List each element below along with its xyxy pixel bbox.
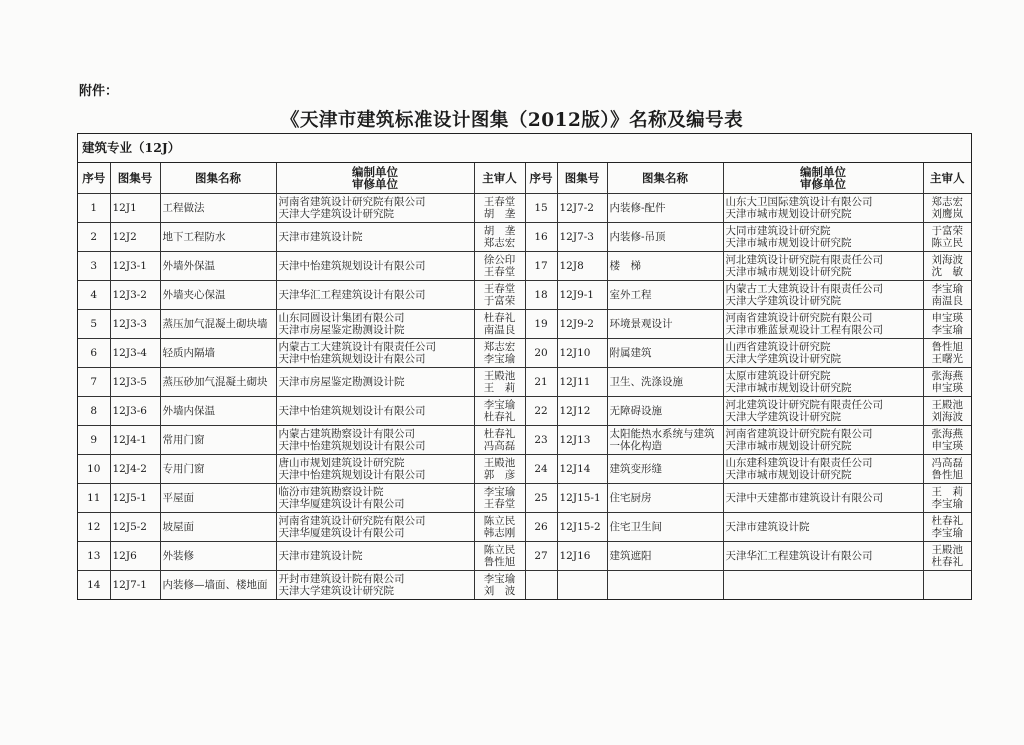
cell-editor [474,426,525,455]
cell-unit [723,368,923,397]
header-seq: 序号 [78,163,110,194]
cell-seq: 15 [525,194,557,223]
editor-2: 杜春礼 [483,411,516,423]
cell-name: 住宅卫生间 [607,513,723,542]
attachment-label: 附件： [79,84,119,99]
cell-seq: 22 [525,397,557,426]
cell-unit [723,281,923,310]
cell-seq: 26 [525,513,557,542]
header-code: 图集号 [110,163,160,194]
unit-compiler: 天津中怡建筑规划设计有限公司 [278,260,426,272]
cell-seq: 7 [78,368,110,397]
editor-2: 胡 垄 [483,208,516,220]
editor-2: 刘海波 [931,411,963,423]
cell-editor [474,310,525,339]
unit-compiler: 河南省建筑设计研究院有限公司 [278,196,426,208]
header-unit-line1: 编制单位 [352,165,398,179]
cell-code: 12J3-2 [110,281,160,310]
cell-seq: 9 [78,426,110,455]
cell-editor [474,368,525,397]
cell-code [557,571,607,600]
unit-reviewer: 天津大学建筑设计研究院 [725,295,841,307]
cell-name: 工程做法 [160,194,276,223]
table-row [78,368,971,397]
unit-compiler: 临汾市建筑勘察设计院 [278,486,384,498]
table-row [78,397,971,426]
unit-reviewer: 天津市城市规划设计研究院 [725,382,852,394]
cell-unit [276,223,474,252]
cell-unit [723,484,923,513]
cell-seq: 19 [525,310,557,339]
editor-1: 张海燕 [931,370,963,382]
editor-1: 郑志宏 [483,341,516,353]
cell-unit [723,252,923,281]
cell-seq: 18 [525,281,557,310]
cell-seq: 13 [78,542,110,571]
cell-editor [474,194,525,223]
unit-compiler: 河南省建筑设计研究院有限公司 [725,312,873,324]
table-row [78,223,971,252]
unit-compiler: 山东大卫国际建筑设计有限公司 [725,196,873,208]
section-heading: 建筑专业（12J） [78,134,971,163]
cell-editor [923,542,971,571]
cell-seq: 21 [525,368,557,397]
catalog-sheet [77,133,972,600]
editor-1: 申宝瑛 [931,312,963,324]
cell-unit [276,542,474,571]
cell-code: 12J12 [557,397,607,426]
cell-name: 外装修 [160,542,276,571]
header-seq: 序号 [525,163,557,194]
cell-editor [923,339,971,368]
editor-2: 李宝瑜 [931,527,963,539]
editor-2: 南温良 [483,324,516,336]
editor-1: 李宝瑜 [483,486,516,498]
unit-compiler: 天津华汇工程建筑设计有限公司 [278,289,426,301]
cell-seq: 4 [78,281,110,310]
editor-2: 王春堂 [483,498,516,510]
unit-reviewer: 天津大学建筑设计研究院 [725,411,841,423]
editor-2: 申宝瑛 [931,440,963,452]
cell-unit [276,484,474,513]
table-row [78,339,971,368]
cell-name: 内装修-配件 [607,194,723,223]
editor-2: 李宝瑜 [483,353,516,365]
cell-seq: 25 [525,484,557,513]
cell-code: 12J11 [557,368,607,397]
editor-1: 陈立民 [483,544,516,556]
cell-name: 太阳能热水系统与建筑一体化构造 [607,426,723,455]
cell-code: 12J7-2 [557,194,607,223]
unit-reviewer: 天津中怡建筑规划设计有限公司 [278,353,426,365]
editor-1: 李宝瑜 [483,399,516,411]
cell-code: 12J5-2 [110,513,160,542]
editor-2: 冯高磊 [483,440,516,452]
cell-editor [923,484,971,513]
editor-2: 陈立民 [931,237,963,249]
editor-2: 申宝瑛 [931,382,963,394]
cell-name: 无障碍设施 [607,397,723,426]
table-row [78,252,971,281]
cell-editor [923,397,971,426]
cell-seq: 6 [78,339,110,368]
unit-compiler: 内蒙古工大建筑设计有限责任公司 [278,341,436,353]
editor-2: 刘鹰岚 [931,208,963,220]
editor-1: 王 莉 [931,486,963,498]
header-unit [276,163,474,194]
unit-reviewer: 天津大学建筑设计研究院 [278,585,394,597]
cell-unit [723,513,923,542]
cell-unit [723,223,923,252]
unit-compiler: 山东同圆设计集团有限公司 [278,312,405,324]
cell-code: 12J1 [110,194,160,223]
cell-code: 12J3-3 [110,310,160,339]
header-code: 图集号 [557,163,607,194]
cell-seq: 20 [525,339,557,368]
cell-editor [923,223,971,252]
cell-editor [923,571,971,600]
cell-seq: 23 [525,426,557,455]
header-unit [723,163,923,194]
unit-compiler: 河南省建筑设计研究院有限公司 [278,515,426,527]
cell-unit [276,426,474,455]
cell-unit [723,571,923,600]
table-row [78,194,971,223]
editor-2: 王曙光 [931,353,963,365]
editor-1: 王春堂 [483,283,516,295]
document-title: 《天津市建筑标准设计图集（2012版）》名称及编号表 [280,110,744,131]
cell-name: 地下工程防水 [160,223,276,252]
cell-editor [923,252,971,281]
cell-name: 蒸压加气混凝土砌块墙 [160,310,276,339]
cell-code: 12J9-2 [557,310,607,339]
unit-reviewer: 天津华厦建筑设计有限公司 [278,527,405,539]
editor-2: 李宝瑜 [931,498,963,510]
header-editor: 主审人 [923,163,971,194]
cell-name: 常用门窗 [160,426,276,455]
cell-editor [923,310,971,339]
editor-1: 王春堂 [483,196,516,208]
cell-code: 12J3-1 [110,252,160,281]
cell-code: 12J14 [557,455,607,484]
editor-1: 王殿池 [931,399,963,411]
cell-seq: 10 [78,455,110,484]
cell-unit [723,339,923,368]
header-name: 图集名称 [607,163,723,194]
cell-seq: 8 [78,397,110,426]
editor-1: 胡 垄 [483,225,516,237]
cell-code: 12J3-4 [110,339,160,368]
header-name: 图集名称 [160,163,276,194]
cell-editor [923,513,971,542]
cell-name: 建筑遮阳 [607,542,723,571]
cell-name: 蒸压砂加气混凝土砌块 [160,368,276,397]
cell-editor [474,542,525,571]
cell-seq: 2 [78,223,110,252]
unit-compiler: 天津市房屋鉴定勘测设计院 [278,376,405,388]
unit-compiler: 唐山市规划建筑设计研究院 [278,457,405,469]
cell-editor [474,571,525,600]
cell-seq: 24 [525,455,557,484]
cell-code: 12J7-3 [557,223,607,252]
editor-1: 郑志宏 [931,196,963,208]
cell-unit [276,571,474,600]
editor-1: 鲁性旭 [931,341,963,353]
cell-code: 12J15-1 [557,484,607,513]
header-unit-line1: 编制单位 [800,165,846,179]
cell-name: 内装修—墙面、楼地面 [160,571,276,600]
cell-seq: 27 [525,542,557,571]
editor-1: 王殿池 [483,370,516,382]
table-row [78,571,971,600]
cell-seq: 17 [525,252,557,281]
cell-unit [723,455,923,484]
cell-editor [923,194,971,223]
editor-1: 冯高磊 [931,457,963,469]
editor-2: 李宝瑜 [931,324,963,336]
header-editor: 主审人 [474,163,525,194]
cell-unit [276,281,474,310]
cell-unit [276,252,474,281]
cell-name: 附属建筑 [607,339,723,368]
cell-unit [276,368,474,397]
unit-reviewer: 天津华厦建筑设计有限公司 [278,498,405,510]
unit-reviewer: 天津市房屋鉴定勘测设计院 [278,324,405,336]
editor-1: 杜春礼 [931,515,963,527]
editor-2: 韩志刚 [483,527,516,539]
cell-code: 12J3-5 [110,368,160,397]
editor-1: 杜春礼 [483,312,516,324]
editor-2: 沈 敏 [931,266,963,278]
unit-compiler: 天津市建筑设计院 [278,550,363,562]
cell-name: 卫生、洗涤设施 [607,368,723,397]
cell-unit [276,397,474,426]
cell-editor [474,223,525,252]
cell-unit [723,542,923,571]
cell-code: 12J5-1 [110,484,160,513]
header-unit-line2: 审修单位 [800,177,846,191]
table-row [78,542,971,571]
unit-reviewer: 天津中怡建筑规划设计有限公司 [278,469,426,481]
cell-editor [923,426,971,455]
cell-unit [276,310,474,339]
cell-seq: 14 [78,571,110,600]
cell-editor [474,484,525,513]
cell-seq: 3 [78,252,110,281]
table-row [78,281,971,310]
cell-name: 楼 梯 [607,252,723,281]
editor-2: 郭 彦 [483,469,516,481]
cell-editor [923,368,971,397]
editor-2: 南温良 [931,295,963,307]
editor-1: 李宝瑜 [931,283,963,295]
cell-name: 平屋面 [160,484,276,513]
cell-unit [276,513,474,542]
cell-code: 12J2 [110,223,160,252]
table-row [78,426,971,455]
editor-1: 王殿池 [931,544,963,556]
cell-name: 轻质内隔墙 [160,339,276,368]
cell-name: 环境景观设计 [607,310,723,339]
editor-1: 刘海波 [931,254,963,266]
unit-compiler: 天津中天建都市建筑设计有限公司 [725,492,883,504]
unit-compiler: 太原市建筑设计研究院 [725,370,831,382]
cell-unit [276,339,474,368]
cell-name: 坡屋面 [160,513,276,542]
unit-reviewer: 天津市城市规划设计研究院 [725,208,852,220]
cell-code: 12J4-1 [110,426,160,455]
unit-reviewer: 天津市城市规划设计研究院 [725,237,852,249]
cell-editor [474,513,525,542]
cell-name: 内装修-吊顶 [607,223,723,252]
editor-1: 张海燕 [931,428,963,440]
editor-2: 王 莉 [483,382,516,394]
editor-1: 徐公印 [483,254,516,266]
table-row [78,513,971,542]
editor-2: 王春堂 [483,266,516,278]
cell-name [607,571,723,600]
cell-editor [474,455,525,484]
unit-compiler: 天津中怡建筑规划设计有限公司 [278,405,426,417]
editor-1: 于富荣 [931,225,963,237]
editor-2: 刘 波 [483,585,516,597]
cell-code: 12J15-2 [557,513,607,542]
unit-compiler: 内蒙古建筑勘察设计有限公司 [278,428,415,440]
cell-name: 专用门窗 [160,455,276,484]
table-row [78,310,971,339]
cell-code: 12J9-1 [557,281,607,310]
cell-seq: 5 [78,310,110,339]
unit-reviewer: 天津大学建筑设计研究院 [725,353,841,365]
cell-unit [723,397,923,426]
unit-compiler: 内蒙古工大建筑设计有限责任公司 [725,283,883,295]
cell-editor [923,281,971,310]
editor-2: 郑志宏 [483,237,516,249]
cell-name: 外墙夹心保温 [160,281,276,310]
cell-editor [474,281,525,310]
cell-code: 12J10 [557,339,607,368]
cell-code: 12J16 [557,542,607,571]
cell-seq: 11 [78,484,110,513]
editor-2: 鲁性旭 [483,556,516,568]
cell-unit [276,455,474,484]
unit-reviewer: 天津中怡建筑规划设计有限公司 [278,440,426,452]
editor-1: 杜春礼 [483,428,516,440]
unit-compiler: 山西省建筑设计研究院 [725,341,831,353]
editor-2: 鲁性旭 [931,469,963,481]
cell-unit [723,426,923,455]
editor-1: 李宝瑜 [483,573,516,585]
header-unit-line2: 审修单位 [352,177,398,191]
cell-editor [923,455,971,484]
editor-1: 陈立民 [483,515,516,527]
cell-name: 室外工程 [607,281,723,310]
cell-unit [276,194,474,223]
cell-name: 外墙外保温 [160,252,276,281]
unit-reviewer: 天津大学建筑设计研究院 [278,208,394,220]
editor-1: 王殿池 [483,457,516,469]
cell-code: 12J3-6 [110,397,160,426]
cell-name: 住宅厨房 [607,484,723,513]
cell-code: 12J7-1 [110,571,160,600]
unit-reviewer: 天津市城市规划设计研究院 [725,440,852,452]
unit-compiler: 河北建筑设计研究院有限责任公司 [725,254,883,266]
unit-compiler: 山东建科建筑设计有限责任公司 [725,457,873,469]
cell-editor [474,339,525,368]
cell-name: 外墙内保温 [160,397,276,426]
header-row [78,163,971,194]
table-row [78,455,971,484]
unit-compiler: 河北建筑设计研究院有限责任公司 [725,399,883,411]
cell-seq: 16 [525,223,557,252]
table-row [78,484,971,513]
editor-2: 杜春礼 [931,556,963,568]
unit-compiler: 河南省建筑设计研究院有限公司 [725,428,873,440]
cell-seq [525,571,557,600]
cell-code: 12J13 [557,426,607,455]
cell-seq: 1 [78,194,110,223]
cell-code: 12J6 [110,542,160,571]
unit-reviewer: 天津市城市规划设计研究院 [725,266,852,278]
cell-editor [474,397,525,426]
unit-compiler: 天津华汇工程建筑设计有限公司 [725,550,873,562]
cell-unit [723,310,923,339]
editor-2: 于富荣 [483,295,516,307]
cell-unit [723,194,923,223]
cell-name: 建筑变形缝 [607,455,723,484]
cell-code: 12J4-2 [110,455,160,484]
unit-reviewer: 天津市城市规划设计研究院 [725,469,852,481]
cell-seq: 12 [78,513,110,542]
catalog-table [78,163,971,599]
unit-compiler: 大同市建筑设计研究院 [725,225,831,237]
unit-reviewer: 天津市雅蓝景观设计工程有限公司 [725,324,883,336]
unit-compiler: 天津市建筑设计院 [278,231,363,243]
unit-compiler: 天津市建筑设计院 [725,521,810,533]
cell-editor [474,252,525,281]
unit-compiler: 开封市建筑设计院有限公司 [278,573,405,585]
cell-code: 12J8 [557,252,607,281]
